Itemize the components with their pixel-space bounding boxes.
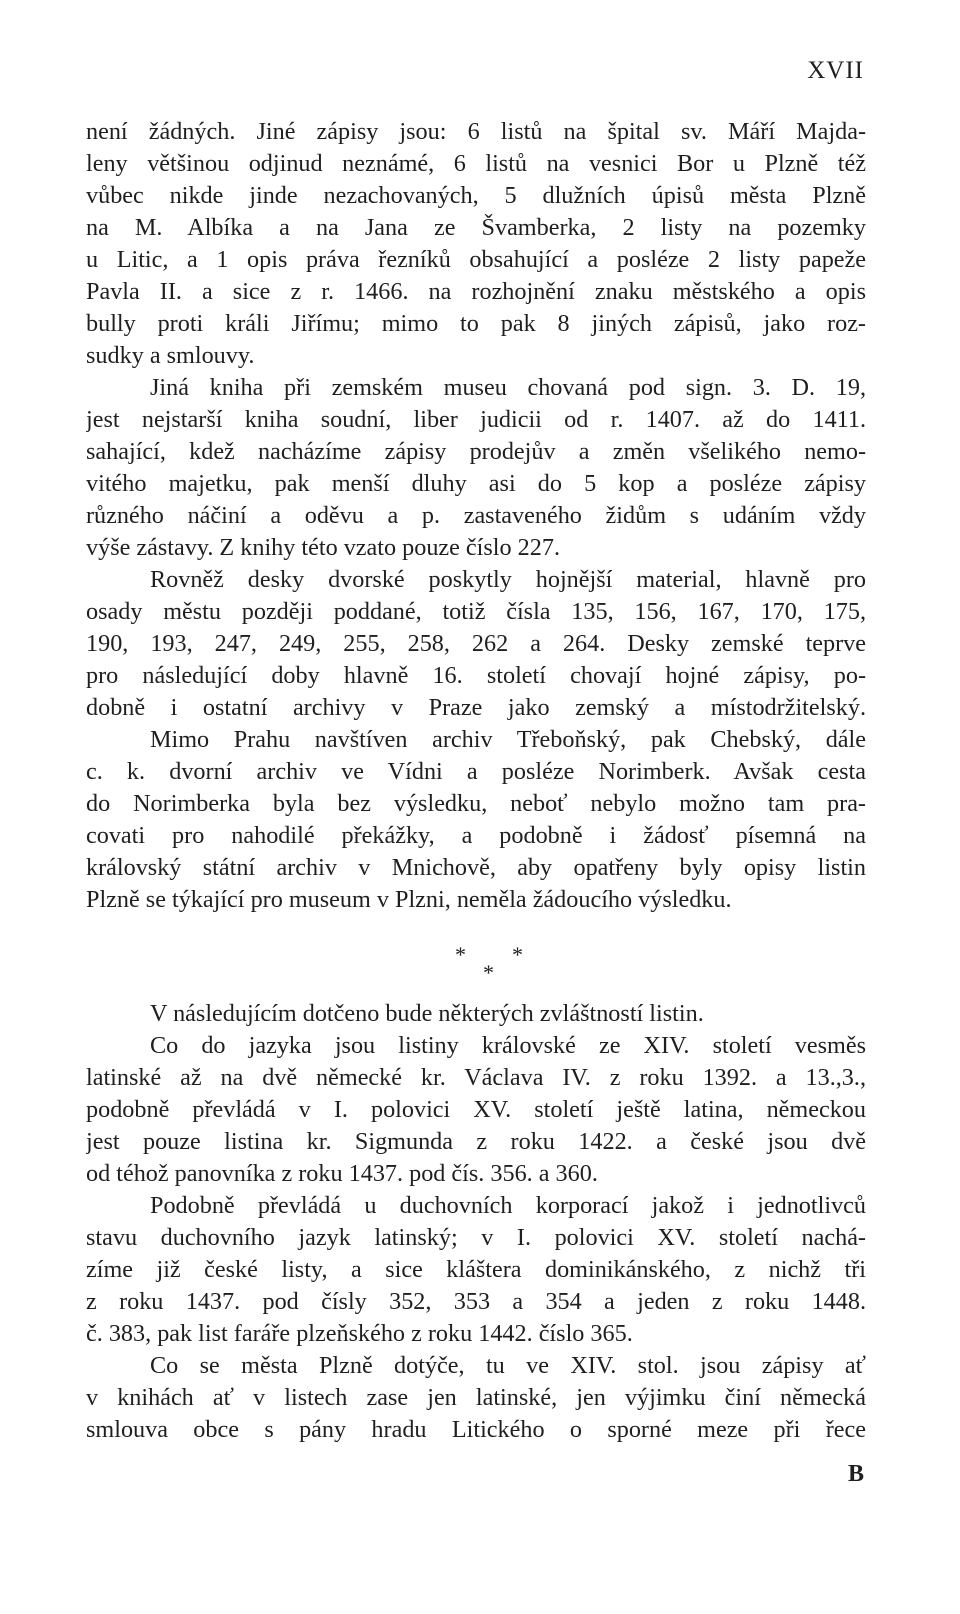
text-line: Plzně se týkající pro museum v Plzni, neměla žádoucího výsledku.: [86, 886, 732, 913]
text-line: zíme již české listy, a sice kláštera dominikánského, z nichž tři: [86, 1256, 866, 1283]
text-line: z roku 1437. pod čísly 352, 353 a 354 a jeden z roku 1448.: [86, 1288, 866, 1315]
text-block-languages: [86, 998, 866, 1446]
text-line: bully proti králi Jiřímu; mimo to pak 8 jiných zápisů, jako roz-: [86, 310, 866, 337]
text-line: Rovněž desky dvorské poskytly hojnější material, hlavně pro: [150, 566, 866, 593]
asterisk-icon: *: [455, 942, 466, 967]
text-line: v knihách ať v listech zase jen latinské, jen výjimku činí německá: [86, 1384, 866, 1411]
text-line: stavu duchovního jazyk latinský; v I. polovici XV. století nachá-: [86, 1224, 866, 1251]
text-line: různého náčiní a oděvu a p. zastaveného židům s udáním vždy: [86, 502, 866, 529]
text-line: sudky a smlouvy.: [86, 342, 255, 369]
text-line: pro následující doby hlavně 16. století chovají hojné zápisy, po-: [86, 662, 866, 689]
text-line: osady městu později poddané, totiž čísla 135, 156, 167, 170, 175,: [86, 598, 866, 625]
text-line: 190, 193, 247, 249, 255, 258, 262 a 264. Desky zemské teprve: [86, 630, 866, 657]
text-line: královský státní archiv v Mnichově, aby opatřeny byly opisy listin: [86, 854, 866, 881]
text-line: latinské až na dvě německé kr. Václava IV. z roku 1392. a 13.,3.,: [86, 1064, 866, 1091]
text-line: Podobně převládá u duchovních korporací jakož i jednotlivců: [150, 1192, 866, 1219]
text-line: Pavla II. a sice z r. 1466. na rozhojnění znaku městského a opis: [86, 278, 866, 305]
text-line: dobně i ostatní archivy v Praze jako zemský a místodržitelský.: [86, 694, 866, 721]
text-line: sahající, kdež nacházíme zápisy prodejův a změn všelikého nemo-: [86, 438, 866, 465]
text-line: Jiná kniha při zemském museu chovaná pod sign. 3. D. 19,: [150, 374, 866, 401]
text-block-archives: [86, 116, 866, 916]
text-line: podobně převládá v I. polovici XV. století ještě latina, německou: [86, 1096, 866, 1123]
text-line: c. k. dvorní archiv ve Vídni a posléze Norimberk. Avšak cesta: [86, 758, 866, 785]
text-line: Co do jazyka jsou listiny královské ze XIV. století vesměs: [150, 1032, 866, 1059]
signature-mark: B: [847, 1461, 864, 1487]
text-line: Mimo Prahu navštíven archiv Třeboňský, pak Chebský, dále: [150, 726, 866, 753]
text-line: covati pro nahodilé překážky, a podobně i žádosť písemná na: [86, 822, 866, 849]
text-line: leny většinou odjinud neznámé, 6 listů na vesnici Bor u Plzně též: [86, 150, 866, 177]
text-line: č. 383, pak list faráře plzeňského z roku 1442. číslo 365.: [86, 1320, 633, 1347]
text-line: V následujícím dotčeno bude některých zvláštností listin.: [150, 1000, 704, 1027]
text-line: není žádných. Jiné zápisy jsou: 6 listů na špital sv. Máří Majda-: [86, 118, 866, 145]
text-line: u Litic, a 1 opis práva řezníků obsahující a posléze 2 listy papeže: [86, 246, 866, 273]
text-line: smlouva obce s pány hradu Litického o sporné meze při řece: [86, 1416, 866, 1443]
text-line: jest pouze listina kr. Sigmunda z roku 1422. a české jsou dvě: [86, 1128, 866, 1155]
asterisk-icon: *: [512, 942, 523, 967]
text-line: výše zástavy. Z knihy této vzato pouze číslo 227.: [86, 534, 560, 561]
text-line: na M. Albíka a na Jana ze Švamberka, 2 listy na pozemky: [86, 214, 866, 241]
text-line: vůbec nikde jinde nezachovaných, 5 dlužních úpisů města Plzně: [86, 182, 866, 209]
asterisk-icon: *: [483, 960, 494, 985]
text-line: jest nejstarší kniha soudní, liber judicii od r. 1407. až do 1411.: [86, 406, 866, 433]
page-number: XVII: [807, 57, 864, 84]
text-line: do Norimberka byla bez výsledku, neboť nebylo možno tam pra-: [86, 790, 866, 817]
text-line: od téhož panovníka z roku 1437. pod čís. 356. a 360.: [86, 1160, 598, 1187]
text-line: Co se města Plzně dotýče, tu ve XIV. stol. jsou zápisy ať: [150, 1352, 866, 1379]
text-line: vitého majetku, pak menší dluhy asi do 5 kop a posléze zápisy: [86, 470, 866, 497]
